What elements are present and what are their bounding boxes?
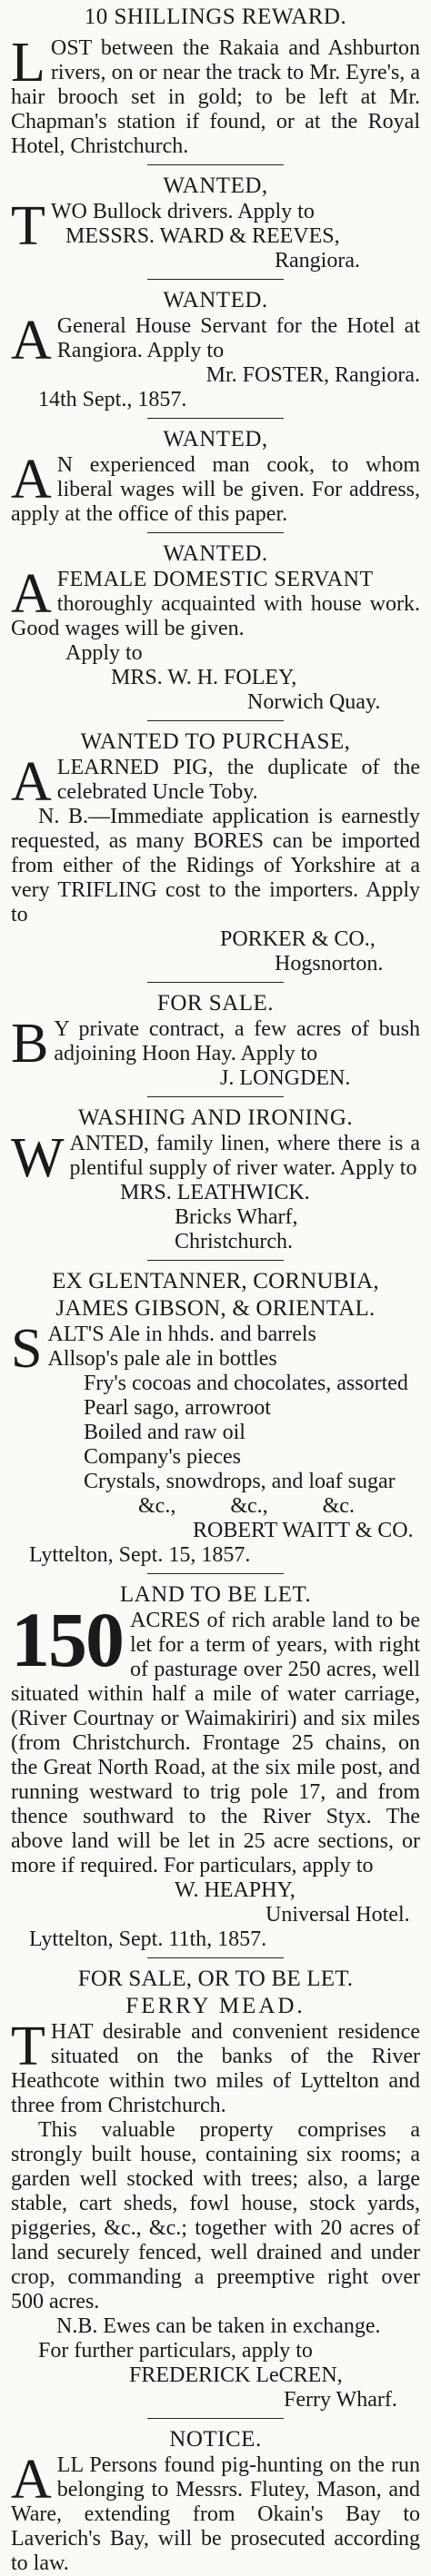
divider	[147, 720, 284, 721]
drop-cap: A	[11, 563, 52, 625]
ad-bullock-drivers	[11, 173, 420, 273]
ad-notice	[11, 2426, 420, 2576]
ad-ale-goods	[11, 1268, 420, 1568]
divider	[147, 1573, 284, 1574]
ad-signer: W. HEAPHY,	[175, 1878, 296, 1902]
ad-place: Rangiora.	[275, 249, 360, 272]
drop-cap: T	[11, 2016, 45, 2077]
ad-note: N. B.—Immediate application is earnestly requested, as many BORES can be imported from either of the Ridings of Yorkshire at a very TRIFLING cost to the importers. Apply to	[11, 805, 420, 926]
drop-cap: A	[11, 449, 52, 510]
ad-header: 10 SHILLINGS REWARD.	[84, 5, 347, 29]
ad-house-servant	[11, 287, 420, 412]
ad-header: NOTICE.	[169, 2427, 262, 2452]
divider	[147, 279, 284, 280]
drop-cap: A	[11, 751, 52, 813]
ad-text: WO Bullock drivers. Apply to	[50, 200, 315, 223]
ad-signer: MRS. LEATHWICK.	[120, 1181, 310, 1204]
divider	[147, 532, 284, 533]
ad-header-2: JAMES GIBSON, & ORIENTAL.	[55, 1296, 376, 1321]
ad-man-cook	[11, 426, 420, 527]
ad-text: LEARNED PIG, the duplicate of the celebrated Uncle Toby.	[56, 756, 420, 804]
ad-text-2: This valuable property comprises a strongly built house, containing six rooms; a garden well stocked with trees; also, a large stable, cart sheds, fowl house, stock yards, piggeries, &c., &c.; together with 20 acres of land securely fenced, well drained and under crop, commanding a preemptive right over 500 acres.	[11, 2118, 420, 2313]
drop-numeral: 150	[11, 1596, 123, 1683]
list-item: Allsop's pale ale in bottles	[47, 1347, 277, 1371]
ad-text: General House Servant for the Hotel at Rangiora. Apply to	[56, 314, 420, 362]
ad-header: EX GLENTANNER, CORNUBIA,	[52, 1269, 379, 1293]
ad-date: Lyttelton, Sept. 11th, 1857.	[29, 1927, 267, 1951]
ad-text: ACRES of rich arable land to be let for a term of years, with right of pasturage over 250 acres, well situated within half a mile of water carriage, (River Courtnay or Waimakiriri) and six miles (from Christchurch. Frontage 25 chains, on the Great North Road, at the six mile post, and running westward to trig pole 17, and from thence southward to the River Styx. The above land will be let in 25 acre sections, or more if required. For particulars, apply to	[11, 1609, 420, 1878]
ad-header: WANTED.	[163, 541, 268, 566]
ad-signer: MESSRS. WARD & REEVES,	[65, 224, 340, 248]
ad-note: N.B. Ewes can be taken in exchange.	[56, 2314, 381, 2338]
drop-cap: W	[11, 1127, 65, 1189]
ad-body	[11, 2016, 420, 2118]
ad-place: Universal Hotel.	[266, 1903, 410, 1927]
ad-place: Hogsnorton.	[275, 952, 384, 976]
ad-text: thoroughly acquainted with house work. Good wages will be given.	[11, 592, 420, 640]
ad-place: Bricks Wharf, Christchurch.	[175, 1205, 298, 1253]
drop-cap: T	[11, 195, 45, 257]
ad-header: FOR SALE, OR TO BE LET.	[77, 1967, 354, 1991]
list-item: Pearl sago, arrowroot	[84, 1396, 271, 1420]
ad-learned-pig	[11, 728, 420, 976]
ad-signer: ROBERT WAITT & CO.	[193, 1519, 414, 1542]
ad-header: FOR SALE.	[156, 991, 275, 1016]
ad-place: Ferry Wharf.	[284, 2388, 397, 2412]
ad-body	[11, 1127, 420, 1189]
divider	[147, 164, 284, 165]
divider	[147, 418, 284, 419]
ad-text: HAT desirable and convenient residence situated on the banks of the River Heathcote within two miles of Lyttelton and three from Christchurch.	[11, 2020, 420, 2117]
drop-cap: A	[11, 2449, 52, 2511]
ad-body	[11, 32, 420, 159]
divider	[147, 2418, 284, 2419]
ad-header: WASHING AND IRONING.	[77, 1105, 354, 1130]
drop-cap: L	[11, 32, 45, 94]
divider	[147, 1096, 284, 1097]
ad-text: LL Persons found pig-hunting on the run belonging to Messrs. Flutey, Mason, and Ware, extending from Okain's Bay to Laverich's Bay, will be prosecuted according to law.	[11, 2453, 420, 2575]
list-item: Boiled and raw oil	[84, 1421, 246, 1444]
ad-signer: PORKER & CO.,	[220, 927, 376, 951]
ad-etc: &c., &c., &c.	[138, 1494, 355, 1518]
drop-cap: A	[11, 310, 52, 372]
list-item: Fry's cocoas and chocolates, assorted	[84, 1372, 408, 1395]
ad-signer: J. LONGDEN.	[220, 1066, 351, 1090]
ad-for-sale-bush	[11, 990, 420, 1091]
ad-text: N experienced man cook, to whom liberal wages will be given. For address, apply at the office of this paper.	[11, 453, 420, 526]
ad-land-to-let	[11, 1581, 420, 1952]
ad-headline: FEMALE DOMESTIC SERVANT	[56, 568, 374, 591]
ad-apply: For further particulars, apply to	[38, 2339, 313, 2363]
ad-signer: MRS. W. H. FOLEY,	[111, 666, 297, 689]
divider	[147, 1260, 284, 1261]
ad-body	[11, 2449, 420, 2576]
ad-date: Lyttelton, Sept. 15, 1857.	[29, 1543, 251, 1567]
ad-body	[11, 310, 420, 372]
ad-body	[11, 195, 420, 257]
ad-text: OST between the Rakaia and Ashburton rivers, on or near the track to Mr. Eyre's, a hair brooch set in gold; to be left at Mr. Chapman's station if found, or at the Royal Hotel, Christchurch.	[11, 36, 420, 158]
ad-text: ANTED, family linen, where there is a plentiful supply of river water. Apply to	[69, 1132, 420, 1180]
ad-body	[11, 563, 420, 641]
ad-text: Y private contract, a few acres of bush adjoining Hoon Hay. Apply to	[54, 1017, 420, 1065]
ad-body	[11, 751, 420, 813]
ad-signer: Mr. FOSTER, Rangiora.	[205, 363, 420, 387]
list-item: Company's pieces	[84, 1445, 241, 1469]
list-item: Crystals, snowdrops, and loaf sugar	[84, 1470, 396, 1493]
ad-washing	[11, 1105, 420, 1254]
ad-text: ALT'S Ale in hhds. and barrels	[47, 1323, 316, 1346]
ad-female-servant	[11, 540, 420, 715]
ad-signer: FREDERICK LeCREN,	[129, 2363, 343, 2387]
ad-body	[11, 1013, 420, 1075]
drop-cap: B	[11, 1013, 49, 1075]
ad-header-2: FERRY MEAD.	[125, 1994, 306, 2018]
ad-header: LAND TO BE LET.	[119, 1582, 312, 1607]
drop-cap: S	[11, 1318, 43, 1380]
ad-date: 14th Sept., 1857.	[38, 388, 187, 411]
ad-header: WANTED,	[163, 427, 268, 451]
ad-body	[11, 1596, 420, 1878]
ad-reward	[11, 4, 420, 159]
ad-ferry-mead	[11, 1966, 420, 2413]
ad-header: WANTED.	[163, 288, 268, 312]
ad-header: WANTED,	[163, 173, 268, 198]
divider	[147, 982, 284, 983]
ad-apply: Apply to	[65, 641, 143, 665]
ad-body	[11, 1318, 420, 1380]
ad-place: Norwich Quay.	[247, 690, 381, 714]
divider	[147, 1957, 284, 1958]
ad-header: WANTED TO PURCHASE,	[80, 729, 351, 754]
ad-body	[11, 449, 420, 527]
